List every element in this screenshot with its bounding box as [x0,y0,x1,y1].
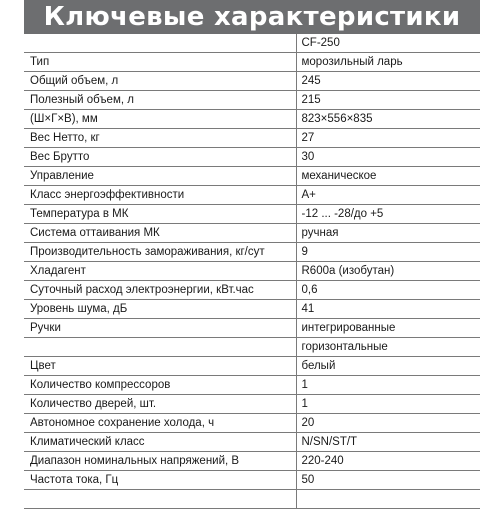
table-row [24,471,480,490]
spec-value: интегрированные [296,319,480,338]
page-title: Ключевые характеристики [43,2,461,32]
spec-value: R600a (изобутан) [296,262,480,281]
spec-value: горизонтальные [296,338,480,357]
spec-label [24,34,296,53]
spec-label: Автономное сохранение холода, ч [24,414,296,433]
spec-label: Диапазон номинальных напряжений, В [24,452,296,471]
table-row [24,281,480,300]
spec-label: Управление [24,167,296,186]
spec-label: Система оттаивания МК [24,224,296,243]
table-row [24,110,480,129]
table-row [24,91,480,110]
table-row [24,376,480,395]
spec-label [24,338,296,357]
spec-value: 1 [296,395,480,414]
spec-value: белый [296,357,480,376]
spec-value [296,490,480,509]
table-row [24,167,480,186]
specs-table [24,34,480,509]
spec-value: 20 [296,414,480,433]
spec-label: Ручки [24,319,296,338]
table-row [24,433,480,452]
spec-value: 41 [296,300,480,319]
table-row [24,338,480,357]
spec-value: механическое [296,167,480,186]
table-row [24,205,480,224]
spec-label: Климатический класс [24,433,296,452]
spec-value: ручная [296,224,480,243]
spec-value: 215 [296,91,480,110]
spec-label: Частота тока, Гц [24,471,296,490]
spec-value: 27 [296,129,480,148]
spec-value: -12 ... -28/до +5 [296,205,480,224]
spec-label [24,490,296,509]
table-row [24,243,480,262]
table-row [24,72,480,91]
table-row [24,148,480,167]
spec-value: 50 [296,471,480,490]
spec-value: 823×556×835 [296,110,480,129]
spec-value: 30 [296,148,480,167]
spec-label: Цвет [24,357,296,376]
spec-label: Хладагент [24,262,296,281]
spec-label: Суточный расход электроэнергии, кВт.час [24,281,296,300]
spec-label: Общий объем, л [24,72,296,91]
table-row [24,300,480,319]
spec-value: 1 [296,376,480,395]
table-row [24,262,480,281]
spec-value: 0,6 [296,281,480,300]
table-row [24,224,480,243]
spec-value: N/SN/ST/T [296,433,480,452]
model-name: CF-250 [296,34,480,53]
table-row [24,357,480,376]
spec-label: Вес Нетто, кг [24,129,296,148]
spec-value: 9 [296,243,480,262]
table-row [24,129,480,148]
spec-value: 220-240 [296,452,480,471]
specs-table-body [24,34,480,509]
spec-label: (Ш×Г×В), мм [24,110,296,129]
table-row [24,452,480,471]
spec-value: A+ [296,186,480,205]
spec-label: Уровень шума, дБ [24,300,296,319]
table-row [24,186,480,205]
spec-value: морозильный ларь [296,53,480,72]
table-row [24,319,480,338]
spec-label: Тип [24,53,296,72]
table-row [24,53,480,72]
table-row [24,490,480,509]
table-row [24,414,480,433]
spec-label: Количество компрессоров [24,376,296,395]
table-header-row [24,34,480,53]
spec-label: Вес Брутто [24,148,296,167]
spec-label: Производительность замораживания, кг/сут [24,243,296,262]
spec-label: Полезный объем, л [24,91,296,110]
spec-label: Температура в МК [24,205,296,224]
table-row [24,395,480,414]
title-banner [24,0,480,34]
spec-value: 245 [296,72,480,91]
spec-label: Количество дверей, шт. [24,395,296,414]
spec-label: Класс энергоэффективности [24,186,296,205]
